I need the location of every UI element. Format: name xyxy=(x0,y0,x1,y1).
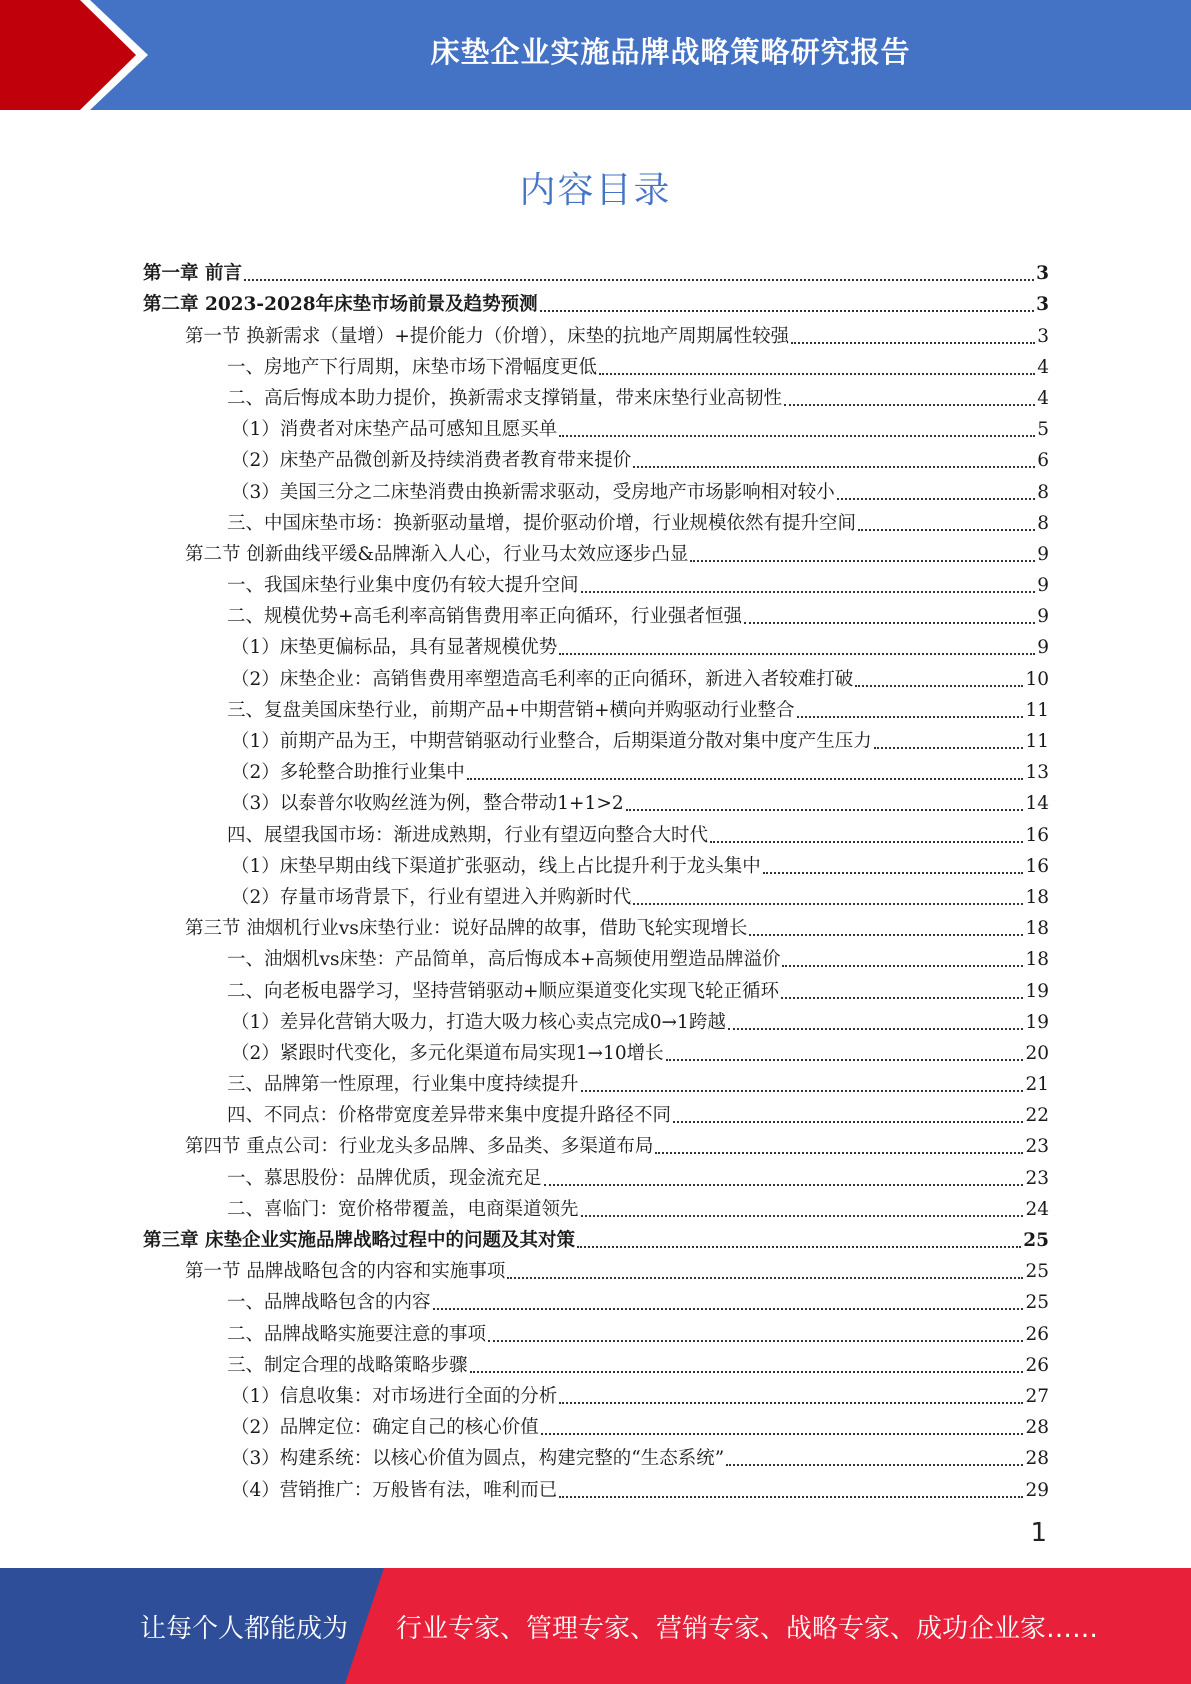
toc-entry-page: 16 xyxy=(1025,824,1049,846)
toc-entry-text: 四、展望我国市场：渐进成熟期，行业有望迈向整合大时代 xyxy=(227,824,709,846)
toc-entry[interactable] xyxy=(143,504,1049,535)
toc-leader-dots xyxy=(666,1059,1024,1061)
toc-entry[interactable] xyxy=(143,940,1049,971)
toc-leader-dots xyxy=(749,934,1023,936)
toc-entry-page: 4 xyxy=(1037,356,1049,378)
toc-entry-text: 三、中国床垫市场：换新驱动量增，提价驱动价增，行业规模依然有提升空间 xyxy=(227,512,857,534)
toc-entry-page: 14 xyxy=(1025,793,1049,815)
toc-leader-dots xyxy=(470,1371,1024,1373)
toc-entry-text: （1）信息收集：对市场进行全面的分析 xyxy=(231,1385,558,1407)
toc-entry-page: 6 xyxy=(1037,450,1049,472)
toc-entry-page: 25 xyxy=(1025,1292,1049,1314)
toc-entry-text: 四、不同点：价格带宽度差异带来集中度提升路径不同 xyxy=(227,1105,672,1127)
toc-entry-page: 16 xyxy=(1025,855,1049,877)
toc-entry-page: 25 xyxy=(1025,1261,1049,1283)
toc-entry[interactable] xyxy=(143,722,1049,753)
toc-entry-text: 一、油烟机vs床垫：产品简单，高后悔成本+高频使用塑造品牌溢价 xyxy=(227,949,781,971)
toc-entry[interactable] xyxy=(143,1346,1049,1377)
toc-leader-dots xyxy=(633,466,1035,468)
toc-entry-page: 18 xyxy=(1025,886,1049,908)
toc-leader-dots xyxy=(763,872,1024,874)
toc-leader-dots xyxy=(577,1246,1021,1248)
toc-entry-page: 19 xyxy=(1025,1011,1049,1033)
toc-leader-dots xyxy=(544,1184,1024,1186)
toc-entry-page: 13 xyxy=(1025,762,1049,784)
toc-entry[interactable] xyxy=(143,348,1049,379)
toc-leader-dots xyxy=(488,1340,1023,1342)
toc-entry[interactable] xyxy=(143,472,1049,503)
toc-leader-dots xyxy=(559,1402,1023,1404)
toc-entry-page: 11 xyxy=(1025,699,1049,721)
toc-leader-dots xyxy=(782,965,1023,967)
toc-leader-dots xyxy=(559,435,1035,437)
toc-entry[interactable] xyxy=(143,1096,1049,1127)
toc-leader-dots xyxy=(244,279,1034,281)
toc-entry-text: 第四节 重点公司：行业龙头多品牌、多品类、多渠道布局 xyxy=(185,1136,654,1158)
toc-entry[interactable] xyxy=(143,1377,1049,1408)
toc-entry[interactable] xyxy=(143,878,1049,909)
toc-entry-page: 4 xyxy=(1037,387,1049,409)
toc-entry-text: （1）消费者对床垫产品可感知且愿买单 xyxy=(231,419,558,441)
toc-entry-page: 26 xyxy=(1025,1323,1049,1345)
toc-entry-text: 第三节 油烟机行业vs床垫行业：说好品牌的故事，借助飞轮实现增长 xyxy=(185,918,748,940)
toc-entry-page: 28 xyxy=(1025,1417,1049,1439)
toc-entry[interactable] xyxy=(143,1314,1049,1345)
toc-entry-page: 3 xyxy=(1036,294,1049,316)
toc-entry[interactable] xyxy=(143,753,1049,784)
toc-heading: 内容目录 xyxy=(519,170,672,211)
toc-entry-page: 26 xyxy=(1025,1354,1049,1376)
toc-leader-dots xyxy=(626,809,1024,811)
toc-entry-text: 第一节 品牌战略包含的内容和实施事项 xyxy=(185,1261,506,1283)
report-title: 床垫企业实施品牌战略策略研究报告 xyxy=(430,34,911,69)
toc-leader-dots xyxy=(673,1121,1023,1123)
toc-entry-page: 22 xyxy=(1025,1105,1049,1127)
toc-entry-text: 第三章 床垫企业实施品牌战略过程中的问题及其对策 xyxy=(143,1230,575,1251)
toc-entry[interactable] xyxy=(143,909,1049,940)
toc-entry-page: 10 xyxy=(1025,668,1049,690)
toc-entry[interactable] xyxy=(143,1252,1049,1283)
toc-entry-text: （2）多轮整合助推行业集中 xyxy=(231,762,465,784)
toc-entry-page: 24 xyxy=(1025,1198,1049,1220)
toc-entry[interactable] xyxy=(143,316,1049,347)
toc-entry-page: 8 xyxy=(1037,512,1049,534)
toc-entry[interactable] xyxy=(143,597,1049,628)
toc-entry[interactable] xyxy=(143,410,1049,441)
toc-entry-page: 23 xyxy=(1025,1167,1049,1189)
toc-entry[interactable] xyxy=(143,1158,1049,1189)
toc-leader-dots xyxy=(581,1090,1024,1092)
table-of-contents xyxy=(143,254,1049,1502)
toc-leader-dots xyxy=(710,841,1023,843)
toc-entry-text: 第二章 2023-2028年床垫市场前景及趋势预测 xyxy=(143,294,538,316)
toc-entry-page: 3 xyxy=(1036,263,1049,285)
toc-entry-text: （2）存量市场背景下，行业有望进入并购新时代 xyxy=(231,886,632,908)
toc-leader-dots xyxy=(690,560,1035,562)
toc-entry-page: 18 xyxy=(1025,949,1049,971)
toc-leader-dots xyxy=(781,997,1023,999)
toc-entry[interactable] xyxy=(143,971,1049,1002)
toc-entry-page: 28 xyxy=(1025,1448,1049,1470)
toc-leader-dots xyxy=(797,716,1024,718)
toc-entry-page: 9 xyxy=(1037,575,1049,597)
toc-entry-text: 三、复盘美国床垫行业，前期产品+中期营销+横向并购驱动行业整合 xyxy=(227,699,795,721)
toc-entry[interactable] xyxy=(143,1221,1049,1252)
toc-entry-page: 11 xyxy=(1025,731,1049,752)
toc-entry[interactable] xyxy=(143,285,1049,316)
toc-entry[interactable] xyxy=(143,535,1049,566)
toc-entry-page: 25 xyxy=(1023,1230,1049,1251)
toc-entry[interactable] xyxy=(143,1034,1049,1065)
toc-entry-page: 8 xyxy=(1037,481,1049,503)
toc-entry-text: （1）差异化营销大吸力，打造大吸力核心卖点完成0→1跨越 xyxy=(231,1011,726,1033)
toc-entry[interactable] xyxy=(143,1439,1049,1470)
toc-entry-text: （1）床垫更偏标品，具有显著规模优势 xyxy=(231,637,558,659)
toc-leader-dots xyxy=(581,591,1036,593)
toc-entry-text: 二、高后悔成本助力提价，换新需求支撑销量，带来床垫行业高韧性 xyxy=(227,387,783,409)
toc-entry-page: 29 xyxy=(1025,1479,1049,1501)
toc-entry[interactable] xyxy=(143,254,1049,285)
toc-leader-dots xyxy=(728,1028,1024,1030)
toc-entry-text: 第一节 换新需求（量增）+提价能力（价增），床垫的抗地产周期属性较强 xyxy=(185,325,790,347)
toc-entry[interactable] xyxy=(143,659,1049,690)
toc-entry-page: 9 xyxy=(1037,606,1049,628)
toc-leader-dots xyxy=(433,1308,1024,1310)
page-number: 1 xyxy=(1030,1518,1047,1548)
toc-leader-dots xyxy=(467,778,1024,780)
toc-entry-page: 18 xyxy=(1025,918,1049,940)
page-header xyxy=(0,0,1191,110)
toc-entry-page: 3 xyxy=(1037,325,1049,347)
toc-entry[interactable] xyxy=(143,1003,1049,1034)
toc-entry-text: 二、品牌战略实施要注意的事项 xyxy=(227,1323,487,1345)
footer-slogan-left: 让每个人都能成为 xyxy=(140,1613,349,1644)
page-footer xyxy=(0,1568,1191,1684)
toc-entry[interactable] xyxy=(143,1190,1049,1221)
toc-entry-text: 二、向老板电器学习，坚持营销驱动+顺应渠道变化实现飞轮正循环 xyxy=(227,980,780,1002)
toc-entry[interactable] xyxy=(143,1127,1049,1158)
toc-leader-dots xyxy=(855,685,1023,687)
toc-entry-text: 一、慕思股份：品牌优质，现金流充足 xyxy=(227,1167,542,1189)
toc-entry[interactable] xyxy=(143,691,1049,722)
toc-leader-dots xyxy=(791,342,1035,344)
toc-entry-text: （2）品牌定位：确定自己的核心价值 xyxy=(231,1417,539,1439)
toc-leader-dots xyxy=(507,1277,1023,1279)
toc-leader-dots xyxy=(655,1152,1023,1154)
toc-entry-page: 5 xyxy=(1037,419,1049,441)
toc-entry[interactable] xyxy=(143,379,1049,410)
toc-entry-text: （3）美国三分之二床垫消费由换新需求驱动，受房地产市场影响相对较小 xyxy=(231,481,835,503)
toc-leader-dots xyxy=(837,498,1035,500)
toc-entry[interactable] xyxy=(143,847,1049,878)
toc-entry[interactable] xyxy=(143,566,1049,597)
toc-entry[interactable] xyxy=(143,1470,1049,1501)
toc-entry-page: 19 xyxy=(1025,980,1049,1002)
toc-entry[interactable] xyxy=(143,1408,1049,1439)
toc-entry-text: 二、喜临门：宽价格带覆盖，电商渠道领先 xyxy=(227,1198,579,1220)
toc-entry-text: （2）床垫企业：高销售费用率塑造高毛利率的正向循环，新进入者较难打破 xyxy=(231,668,854,690)
toc-leader-dots xyxy=(559,653,1035,655)
toc-entry-text: （1）床垫早期由线下渠道扩张驱动，线上占比提升利于龙头集中 xyxy=(231,855,761,877)
toc-leader-dots xyxy=(559,1496,1023,1498)
toc-entry-text: （2）紧跟时代变化，多元化渠道布局实现1→10增长 xyxy=(231,1042,664,1064)
toc-entry-page: 9 xyxy=(1037,637,1049,659)
toc-entry-text: （3）以泰普尔收购丝涟为例，整合带动1+1>2 xyxy=(231,793,624,815)
toc-entry-page: 27 xyxy=(1025,1385,1049,1407)
toc-entry-text: 二、规模优势+高毛利率高销售费用率正向循环，行业强者恒强 xyxy=(227,606,743,628)
toc-entry-page: 21 xyxy=(1025,1074,1049,1096)
toc-entry-page: 9 xyxy=(1037,543,1049,565)
toc-leader-dots xyxy=(858,529,1035,531)
toc-entry-text: （2）床垫产品微创新及持续消费者教育带来提价 xyxy=(231,450,632,472)
toc-entry[interactable] xyxy=(143,441,1049,472)
toc-entry-text: 一、我国床垫行业集中度仍有较大提升空间 xyxy=(227,575,579,597)
toc-leader-dots xyxy=(540,310,1035,312)
toc-leader-dots xyxy=(726,1464,1023,1466)
toc-entry-text: 第二节 创新曲线平缓&品牌渐入人心，行业马太效应逐步凸显 xyxy=(185,543,689,565)
toc-entry-text: （1）前期产品为王，中期营销驱动行业整合，后期渠道分散对集中度产生压力 xyxy=(231,731,872,752)
toc-entry-text: （4）营销推广：万般皆有法，唯利而已 xyxy=(231,1479,558,1501)
toc-entry[interactable] xyxy=(143,815,1049,846)
toc-leader-dots xyxy=(581,1215,1024,1217)
toc-leader-dots xyxy=(784,404,1035,406)
toc-leader-dots xyxy=(599,373,1035,375)
toc-entry-text: 三、制定合理的战略策略步骤 xyxy=(227,1354,468,1376)
toc-entry-text: （3）构建系统：以核心价值为圆点，构建完整的“生态系统” xyxy=(231,1448,725,1470)
toc-entry[interactable] xyxy=(143,1065,1049,1096)
toc-entry-text: 一、房地产下行周期，床垫市场下滑幅度更低 xyxy=(227,356,598,378)
toc-entry-text: 一、品牌战略包含的内容 xyxy=(227,1292,431,1314)
toc-leader-dots xyxy=(874,747,1024,749)
toc-entry-page: 20 xyxy=(1025,1042,1049,1064)
footer-slogan-right: 行业专家、管理专家、营销专家、战略专家、成功企业家…… xyxy=(396,1613,1099,1644)
toc-leader-dots xyxy=(633,903,1023,905)
toc-entry[interactable] xyxy=(143,628,1049,659)
toc-entry[interactable] xyxy=(143,1283,1049,1314)
toc-leader-dots xyxy=(744,622,1035,624)
toc-entry[interactable] xyxy=(143,784,1049,815)
toc-entry-text: 第一章 前言 xyxy=(143,263,242,285)
toc-leader-dots xyxy=(541,1433,1024,1435)
toc-entry-page: 23 xyxy=(1025,1136,1049,1158)
toc-entry-text: 三、品牌第一性原理，行业集中度持续提升 xyxy=(227,1074,579,1096)
